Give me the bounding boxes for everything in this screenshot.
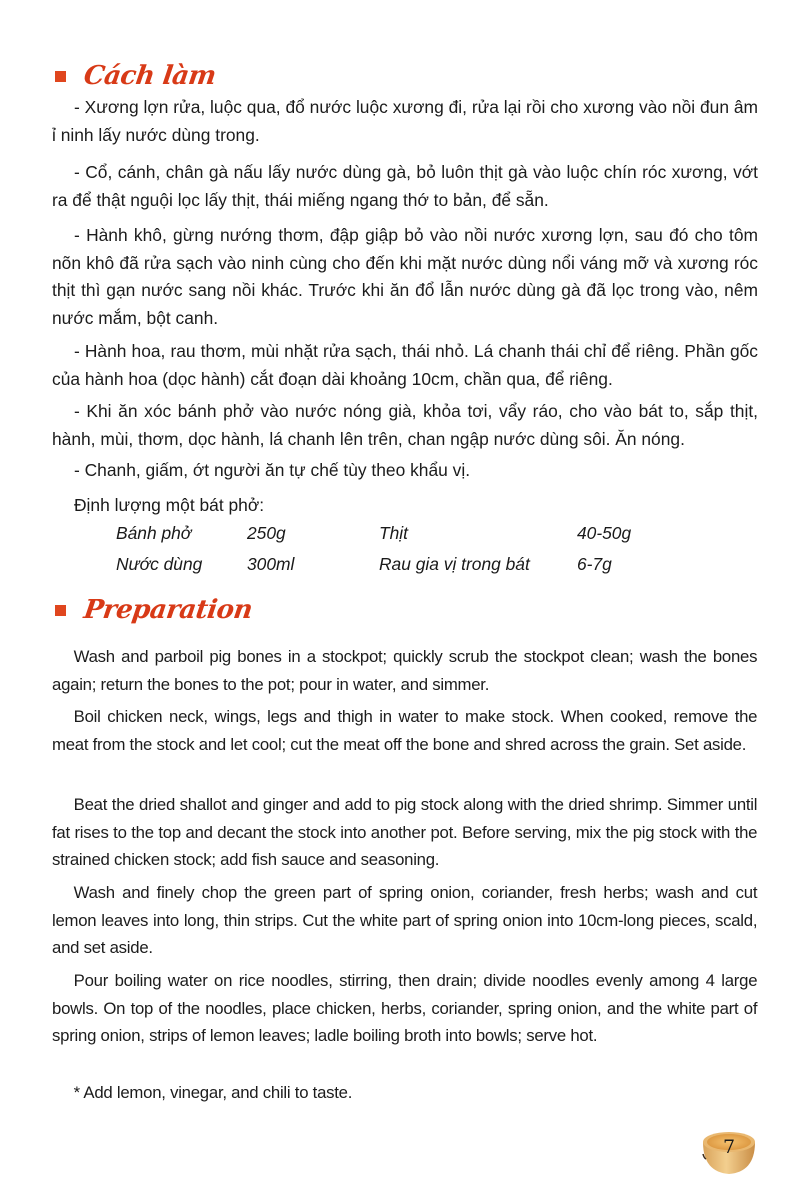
- en-step-5: Pour boiling water on rice noodles, stirring, then drain; divide noodles evenly among 4 large bowls. On top of the noodles, place chicken, herbs, coriander, spring onion, and the white part of spring onion, strips of lemon leaves; ladle boiling broth into bowls; serve hot.: [52, 971, 758, 1045]
- heading-text: Preparation: [81, 595, 255, 625]
- quantity-item: Nước dùng: [116, 554, 203, 574]
- vi-step-5: - Khi ăn xóc bánh phở vào nước nóng già, khỏa tơi, vẩy ráo, cho vào bát to, sắp thịt, hành, mùi, thơm, dọc hành, lá chanh lên trên, chan ngập nước dùng sôi. Ăn nóng.: [52, 401, 758, 449]
- en-step-1: Wash and parboil pig bones in a stockpot; quickly scrub the stockpot clean; wash the bones again; return the bones to the pot; pour in water, and simmer.: [52, 647, 758, 694]
- vi-step-6: - Chanh, giấm, ớt người ăn tự chế tùy theo khẩu vị.: [74, 460, 471, 480]
- square-bullet-icon: [55, 605, 66, 616]
- en-step-3: Beat the dried shallot and ginger and add to pig stock along with the dried shrimp. Simmer until fat rises to the top and decant the stock into another pot. Before serving, mix the pig stock with the strained chicken stock; add fish sauce and seasoning.: [52, 795, 758, 869]
- quantity-item: Rau gia vị trong bát: [379, 554, 530, 574]
- quantity-amount: 250g: [247, 523, 286, 543]
- quantity-item: Thịt: [379, 523, 408, 543]
- section-heading-cach-lam: [55, 58, 216, 94]
- section-heading-preparation: [55, 592, 255, 628]
- vi-step-1: - Xương lợn rửa, luộc qua, đổ nước luộc xương đi, rửa lại rồi cho xương vào nồi đun âm ỉ ninh lấy nước dùng trong.: [52, 97, 758, 145]
- quantity-amount: 300ml: [247, 554, 295, 574]
- quantity-amount: 6-7g: [577, 554, 612, 574]
- quantity-title: Định lượng một bát phở:: [74, 495, 265, 515]
- page-number: 7: [722, 1136, 736, 1158]
- en-step-4: Wash and finely chop the green part of spring onion, coriander, fresh herbs; wash and cut lemon leaves into long, thin strips. Cut the white part of spring onion into 10cm-long pieces, scald, and set aside.: [52, 883, 758, 957]
- en-step-2: Boil chicken neck, wings, legs and thigh in water to make stock. When cooked, remove the meat from the stock and let cool; cut the meat off the bone and shred across the grain. Set aside.: [52, 707, 758, 754]
- wooden-bowl-icon: [700, 1128, 758, 1176]
- vi-step-3: - Hành khô, gừng nướng thơm, đập giập bỏ vào nồi nước xương lợn, sau đó cho tôm nõn khô đã rửa sạch vào ninh cùng cho đến khi mặt nước dùng nổi váng mỡ và xương róc thịt thì gạn nước sang nồi khác. Trước khi ăn đổ lẫn nước dùng gà đã lọc trong vào, nêm nước mắm, bột canh.: [52, 225, 758, 328]
- quantity-amount: 40-50g: [577, 523, 632, 543]
- square-bullet-icon: [55, 71, 66, 82]
- heading-text: Cách làm: [81, 61, 218, 91]
- vi-step-4: - Hành hoa, rau thơm, mùi nhặt rửa sạch, thái nhỏ. Lá chanh thái chỉ để riêng. Phần gốc của hành hoa (dọc hành) cắt đoạn dài khoảng 10cm, chần qua, để riêng.: [52, 341, 758, 389]
- en-note: * Add lemon, vinegar, and chili to taste.: [73, 1083, 353, 1102]
- quantity-item: Bánh phở: [116, 523, 192, 543]
- vi-step-2: - Cổ, cánh, chân gà nấu lấy nước dùng gà, bỏ luôn thịt gà vào luộc chín róc xương, vớt ra để thật nguội lọc lấy thịt, thái miếng ngang thớ to bản, để sẵn.: [52, 162, 758, 210]
